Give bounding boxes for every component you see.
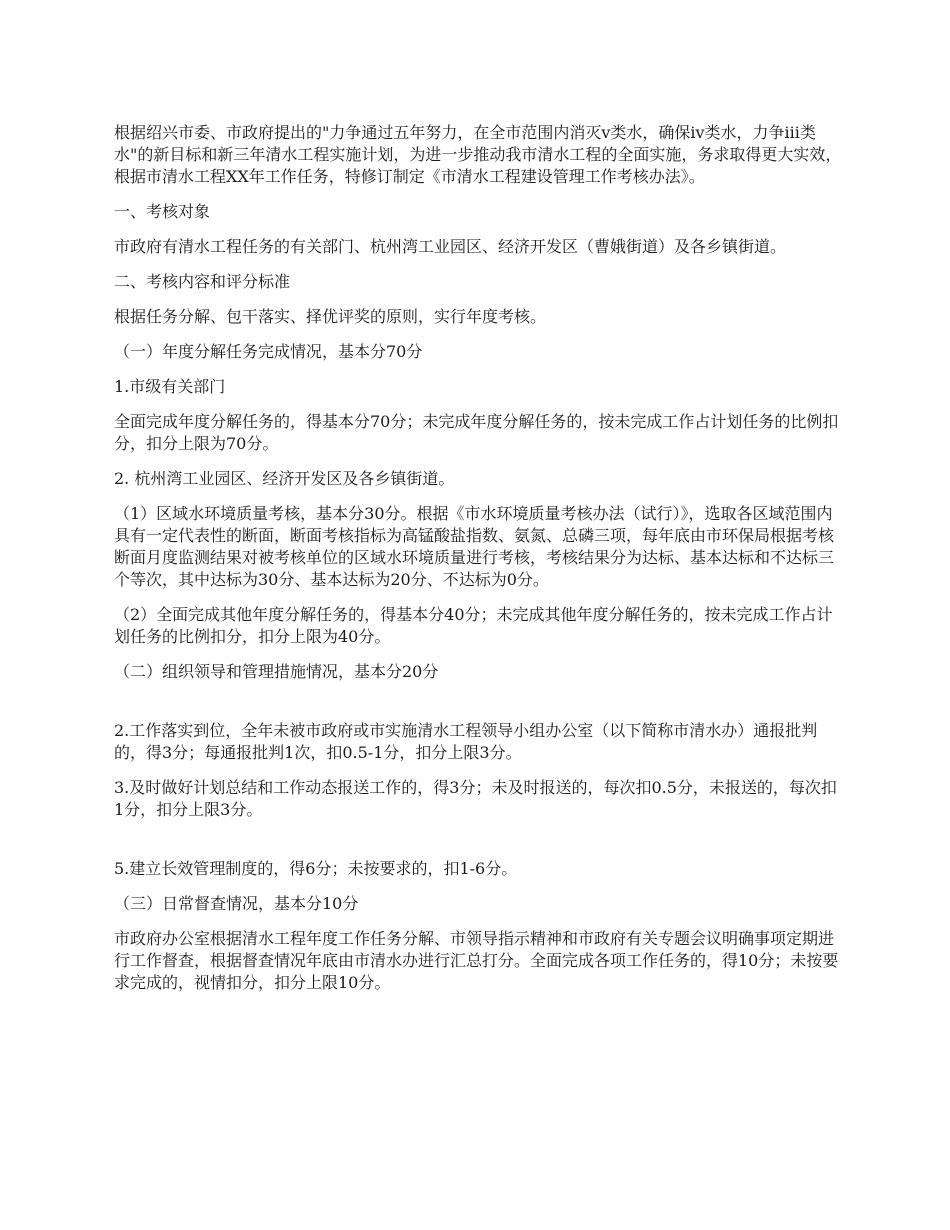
section-heading-content-and-scoring: 二、考核内容和评分标准	[114, 272, 291, 291]
paragraph-city-departments-scoring: 全面完成年度分解任务的，得基本分70分；未完成年度分解任务的，按未完成工作占计划任务的比例扣分，扣分上限为70分。	[114, 412, 839, 453]
item-work-implementation: 2.工作落实到位，全年未被市政府或市实施清水工程领导小组办公室（以下简称市清水办）通报批判的，得3分；每通报批判1次，扣0.5-1分，扣分上限3分。	[114, 721, 818, 762]
item-long-term-management: 5.建立长效管理制度的，得6分；未按要求的，扣1-6分。	[114, 859, 518, 878]
paragraph-daily-supervision: 市政府办公室根据清水工程年度工作任务分解、市领导指示精神和市政府有关专题会议明确事项定期进行工作督查，根据督查情况年底由市清水办进行汇总打分。全面完成各项工作任务的，得10分；未按要求完成的，视情扣分，扣分上限10分。	[114, 929, 839, 992]
blank-gap	[114, 834, 842, 858]
section-heading-assessment-target: 一、考核对象	[114, 202, 211, 221]
subheading-leadership-management: （二）组织领导和管理措施情况，基本分20分	[114, 662, 439, 681]
paragraph-other-tasks: （2）全面完成其他年度分解任务的，得基本分40分；未完成其他年度分解任务的，按未完成工作占计划任务的比例扣分，扣分上限为40分。	[114, 605, 833, 646]
item-districts-and-towns: 2. 杭州湾工业园区、经济开发区及各乡镇街道。	[114, 469, 455, 488]
subheading-daily-supervision: （三）日常督查情况，基本分10分	[114, 894, 359, 913]
intro-paragraph: 根据绍兴市委、市政府提出的"力争通过五年努力，在全市范围内消灭ⅴ类水，确保ⅳ类水，力争ⅲ类水"的新目标和新三年清水工程实施计划，为进一步推动我市清水工程的全面实施，务求取得更大实效，根据市清水工程XX年工作任务，特修订制定《市清水工程建设管理工作考核办法》。	[114, 123, 842, 186]
document-body	[114, 122, 842, 1007]
paragraph-principle: 根据任务分解、包干落实、择优评奖的原则，实行年度考核。	[114, 307, 547, 326]
paragraph-assessment-target: 市政府有清水工程任务的有关部门、杭州湾工业园区、经济开发区（曹娥街道）及各乡镇街道。	[114, 237, 787, 256]
item-city-departments: 1.市级有关部门	[114, 377, 226, 396]
item-timely-reporting: 3.及时做好计划总结和工作动态报送工作的，得3分；未及时报送的，每次扣0.5分，未报送的，每次扣1分，扣分上限3分。	[114, 778, 837, 819]
paragraph-water-quality-assessment: （1）区域水环境质量考核，基本分30分。根据《市水环境质量考核办法（试行）》，选取各区域范围内具有一定代表性的断面，断面考核指标为高锰酸盐指数、氨氮、总磷三项，每年底由市环保局根据考核断面月度监测结果对被考核单位的区域水环境质量进行考核，考核结果分为达标、基本达标和不达标三个等次，其中达标为30分、基本达标为20分、不达标为0分。	[114, 504, 835, 589]
blank-gap	[114, 696, 842, 720]
subheading-annual-tasks: （一）年度分解任务完成情况，基本分70分	[114, 342, 423, 361]
